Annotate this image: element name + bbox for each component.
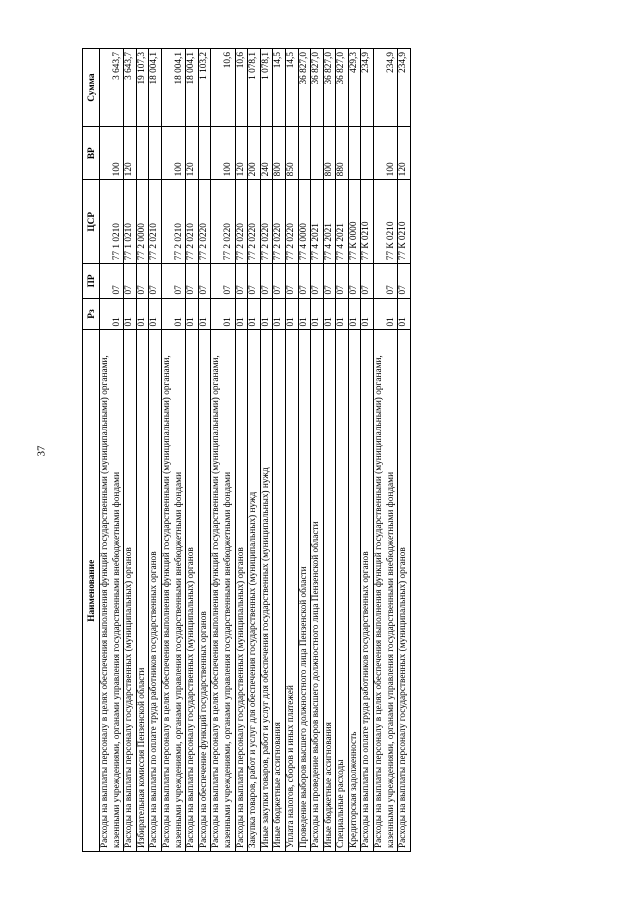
cell-csr: 77 К 0210 xyxy=(374,180,398,264)
cell-rz: 01 xyxy=(323,298,336,330)
cell-name: Уплата налогов, сборов и иных платежей xyxy=(285,330,298,852)
cell-name: Расходы на проведение выборов высшего должностного лица Пензенской области xyxy=(311,330,324,852)
cell-rz: 01 xyxy=(398,298,411,330)
cell-vr: 880 xyxy=(336,127,349,180)
cell-sum: 1 078,1 xyxy=(260,49,273,127)
cell-csr: 77 2 0210 xyxy=(149,180,162,264)
cell-vr xyxy=(198,127,211,180)
cell-vr: 800 xyxy=(273,127,286,180)
cell-vr: 120 xyxy=(124,127,137,180)
cell-name: Расходы на выплаты персоналу в целях обеспечения выполнения функций государственными (муниципальными) органами, казенными учреждениями, органами управления государственными внебюджетными фондами xyxy=(100,330,124,852)
cell-sum: 3 643,7 xyxy=(124,49,137,127)
cell-csr: 77 2 0220 xyxy=(235,180,248,264)
cell-rz: 01 xyxy=(273,298,286,330)
cell-pr: 07 xyxy=(124,264,137,298)
cell-rz: 01 xyxy=(100,298,124,330)
cell-vr xyxy=(348,127,361,180)
table-row xyxy=(348,49,361,852)
cell-csr: 77 2 0220 xyxy=(211,180,235,264)
header-sum: Сумма xyxy=(83,49,100,127)
cell-vr: 120 xyxy=(235,127,248,180)
cell-name: Иные бюджетные ассигнования xyxy=(273,330,286,852)
table-row xyxy=(100,49,124,852)
rotated-table-wrapper xyxy=(82,48,595,852)
cell-name: Иные бюджетные ассигнования xyxy=(323,330,336,852)
table-row xyxy=(235,49,248,852)
table-row xyxy=(374,49,398,852)
cell-csr: 77 2 0220 xyxy=(285,180,298,264)
cell-vr: 100 xyxy=(211,127,235,180)
cell-rz: 01 xyxy=(336,298,349,330)
cell-sum: 36 827,0 xyxy=(311,49,324,127)
cell-vr xyxy=(311,127,324,180)
header-name: Наименование xyxy=(83,330,100,852)
cell-name: Расходы на выплаты персоналу в целях обеспечения выполнения функций государственными (муниципальными) органами, казенными учреждениями, органами управления государственными внебюджетными фондами xyxy=(161,330,185,852)
cell-pr: 07 xyxy=(149,264,162,298)
header-vr: ВР xyxy=(83,127,100,180)
cell-rz: 01 xyxy=(198,298,211,330)
cell-csr: 77 К 0210 xyxy=(361,180,374,264)
cell-pr: 07 xyxy=(273,264,286,298)
table-row xyxy=(124,49,137,852)
cell-pr: 07 xyxy=(161,264,185,298)
table-body xyxy=(100,49,411,852)
cell-csr: 77 4 2021 xyxy=(323,180,336,264)
cell-csr: 77 4 2021 xyxy=(311,180,324,264)
cell-rz: 01 xyxy=(248,298,261,330)
cell-csr: 77 2 0210 xyxy=(186,180,199,264)
header-csr: ЦСР xyxy=(83,180,100,264)
table-header-row xyxy=(83,49,100,852)
cell-pr: 07 xyxy=(100,264,124,298)
cell-pr: 07 xyxy=(136,264,149,298)
cell-name: Расходы на выплаты персоналу государственных (муниципальных) органов xyxy=(398,330,411,852)
cell-vr xyxy=(136,127,149,180)
cell-sum: 36 827,0 xyxy=(336,49,349,127)
cell-pr: 07 xyxy=(285,264,298,298)
cell-pr: 07 xyxy=(248,264,261,298)
cell-rz: 01 xyxy=(361,298,374,330)
cell-csr: 77 1 0210 xyxy=(124,180,137,264)
cell-pr: 07 xyxy=(198,264,211,298)
cell-name: Расходы на выплаты персоналу в целях обеспечения выполнения функций государственными (муниципальными) органами, казенными учреждениями, органами управления государственными внебюджетными фондами xyxy=(374,330,398,852)
cell-sum: 234,9 xyxy=(374,49,398,127)
cell-name: Расходы на выплаты персоналу в целях обеспечения выполнения функций государственными (муниципальными) органами, казенными учреждениями, органами управления государственными внебюджетными фондами xyxy=(211,330,235,852)
cell-vr xyxy=(298,127,311,180)
cell-vr: 100 xyxy=(161,127,185,180)
cell-rz: 01 xyxy=(235,298,248,330)
page-number: 37 xyxy=(35,445,48,457)
cell-csr: 77 2 0220 xyxy=(273,180,286,264)
cell-pr: 07 xyxy=(348,264,361,298)
cell-sum: 18 004,1 xyxy=(186,49,199,127)
cell-sum: 1 103,2 xyxy=(198,49,211,127)
table-row xyxy=(149,49,162,852)
cell-name: Кредиторская задолженность xyxy=(348,330,361,852)
cell-vr xyxy=(149,127,162,180)
cell-csr: 77 1 0210 xyxy=(100,180,124,264)
cell-csr: 77 4 0000 xyxy=(298,180,311,264)
cell-sum: 18 004,1 xyxy=(149,49,162,127)
cell-vr: 800 xyxy=(323,127,336,180)
cell-csr: 77 2 0210 xyxy=(161,180,185,264)
cell-pr: 07 xyxy=(260,264,273,298)
table-row xyxy=(161,49,185,852)
table-row xyxy=(361,49,374,852)
cell-vr: 240 xyxy=(260,127,273,180)
table-row xyxy=(186,49,199,852)
header-pr: ПР xyxy=(83,264,100,298)
table-row xyxy=(136,49,149,852)
cell-rz: 01 xyxy=(311,298,324,330)
cell-rz: 01 xyxy=(348,298,361,330)
cell-vr: 100 xyxy=(374,127,398,180)
cell-csr: 77 2 0220 xyxy=(260,180,273,264)
cell-pr: 07 xyxy=(374,264,398,298)
cell-rz: 01 xyxy=(161,298,185,330)
table-row xyxy=(298,49,311,852)
cell-pr: 07 xyxy=(398,264,411,298)
cell-sum: 1 078,1 xyxy=(248,49,261,127)
table-row xyxy=(311,49,324,852)
cell-pr: 07 xyxy=(235,264,248,298)
cell-rz: 01 xyxy=(136,298,149,330)
cell-vr: 120 xyxy=(186,127,199,180)
cell-sum: 10,6 xyxy=(211,49,235,127)
cell-rz: 01 xyxy=(298,298,311,330)
cell-sum: 36 827,0 xyxy=(298,49,311,127)
cell-sum: 234,9 xyxy=(361,49,374,127)
cell-pr: 07 xyxy=(336,264,349,298)
cell-sum: 14,5 xyxy=(273,49,286,127)
cell-sum: 10,6 xyxy=(235,49,248,127)
table-row xyxy=(285,49,298,852)
cell-rz: 01 xyxy=(149,298,162,330)
cell-pr: 07 xyxy=(311,264,324,298)
cell-csr: 77 К 0210 xyxy=(398,180,411,264)
cell-rz: 01 xyxy=(186,298,199,330)
table-row xyxy=(260,49,273,852)
cell-vr: 850 xyxy=(285,127,298,180)
cell-name: Проведение выборов высшего должностного лица Пензенской области xyxy=(298,330,311,852)
cell-name: Расходы на выплаты по оплате труда работников государственных органов xyxy=(361,330,374,852)
cell-name: Иные закупки товаров, работ и услуг для обеспечения государственных (муниципальных) нужд xyxy=(260,330,273,852)
table-row xyxy=(336,49,349,852)
cell-name: Расходы на выплаты персоналу государственных (муниципальных) органов xyxy=(124,330,137,852)
cell-name: Закупка товаров, работ и услуг для обеспечения государственных (муниципальных) нужд xyxy=(248,330,261,852)
cell-name: Специальные расходы xyxy=(336,330,349,852)
cell-sum: 19 107,3 xyxy=(136,49,149,127)
cell-name: Расходы на выплаты по оплате труда работников государственных органов xyxy=(149,330,162,852)
cell-sum: 14,5 xyxy=(285,49,298,127)
cell-name: Расходы на обеспечение функций государственных органов xyxy=(198,330,211,852)
table-row xyxy=(211,49,235,852)
budget-table xyxy=(82,48,411,852)
cell-sum: 18 004,1 xyxy=(161,49,185,127)
cell-name: Расходы на выплаты персоналу государственных (муниципальных) органов xyxy=(186,330,199,852)
cell-vr: 200 xyxy=(248,127,261,180)
cell-name: Избирательная комиссия Пензенской области xyxy=(136,330,149,852)
cell-sum: 429,3 xyxy=(348,49,361,127)
table-row xyxy=(273,49,286,852)
cell-rz: 01 xyxy=(124,298,137,330)
cell-pr: 07 xyxy=(323,264,336,298)
cell-csr: 77 2 0220 xyxy=(198,180,211,264)
cell-csr: 77 4 2021 xyxy=(336,180,349,264)
cell-vr: 100 xyxy=(100,127,124,180)
cell-sum: 3 643,7 xyxy=(100,49,124,127)
cell-vr xyxy=(361,127,374,180)
header-rz: Рз xyxy=(83,298,100,330)
table-row xyxy=(248,49,261,852)
cell-vr: 120 xyxy=(398,127,411,180)
cell-rz: 01 xyxy=(260,298,273,330)
table-row xyxy=(323,49,336,852)
cell-pr: 07 xyxy=(211,264,235,298)
cell-csr: 77 2 0220 xyxy=(248,180,261,264)
cell-rz: 01 xyxy=(211,298,235,330)
cell-pr: 07 xyxy=(298,264,311,298)
table-row xyxy=(398,49,411,852)
cell-sum: 234,9 xyxy=(398,49,411,127)
cell-name: Расходы на выплаты персоналу государственных (муниципальных) органов xyxy=(235,330,248,852)
cell-pr: 07 xyxy=(186,264,199,298)
cell-rz: 01 xyxy=(285,298,298,330)
cell-pr: 07 xyxy=(361,264,374,298)
cell-sum: 36 827,0 xyxy=(323,49,336,127)
table-row xyxy=(198,49,211,852)
cell-rz: 01 xyxy=(374,298,398,330)
cell-csr: 77 2 0000 xyxy=(136,180,149,264)
cell-csr: 77 К 0000 xyxy=(348,180,361,264)
